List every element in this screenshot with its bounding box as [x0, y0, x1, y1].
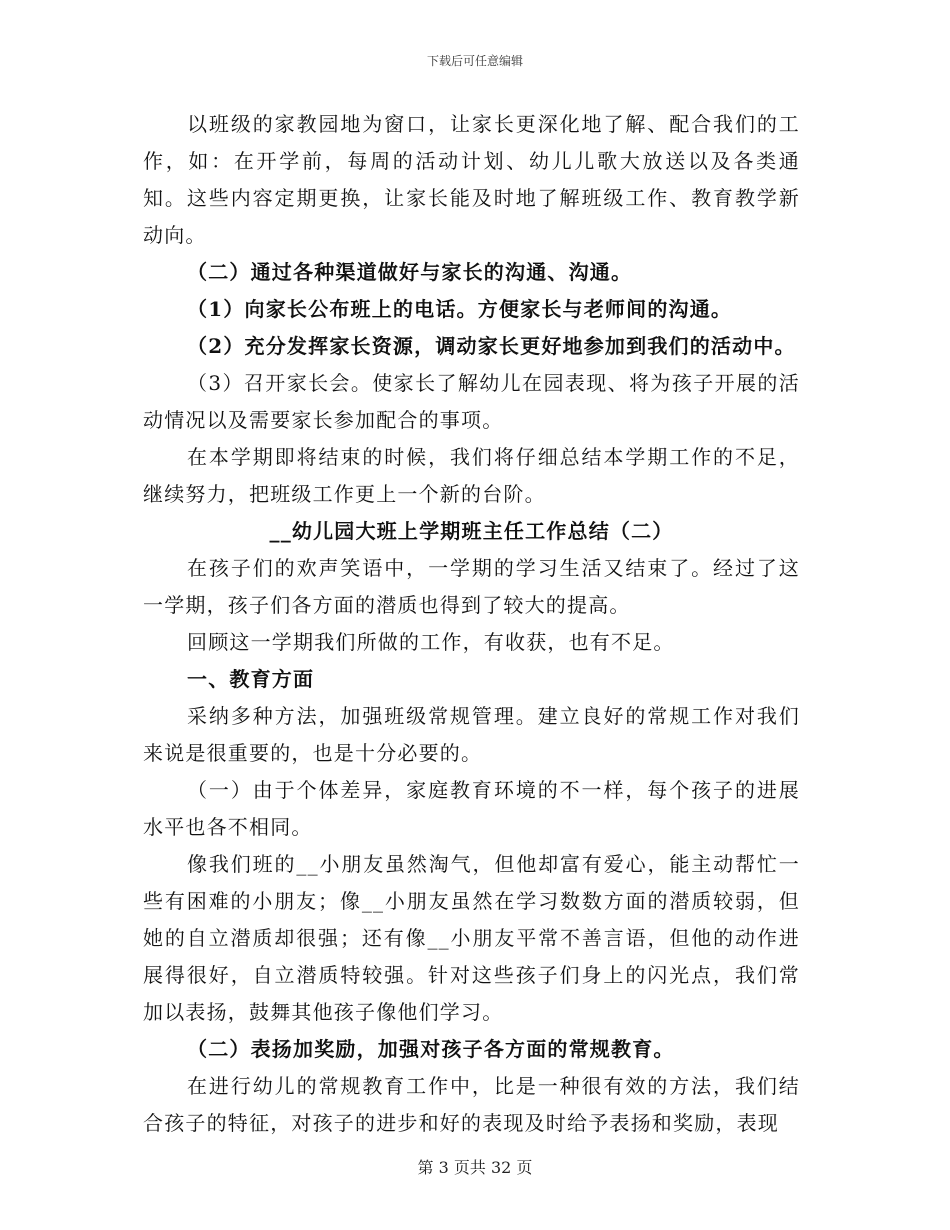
heading-education: 一、教育方面 — [187, 667, 315, 691]
paragraph-home-school-board: 以班级的家教园地为窗口，让家长更深化地了解、配合我们的工作，如：在开学前，每周的活动计划、幼儿儿歌大放送以及各类通知。这些内容定期更换，让家长能及时地了解班级工作、教育教学新动向。 — [143, 112, 800, 247]
heading-communication-channels: （二）通过各种渠道做好与家长的沟通、沟通。 — [187, 260, 633, 284]
paragraph-routine-education: 在进行幼儿的常规教育工作中，比是一种很有效的方法，我们结合孩子的特征，对孩子的进步和好的表现及时给予表扬和奖励，表现 — [143, 1074, 800, 1135]
paragraph-semester-intro: 在孩子们的欢声笑语中，一学期的学习生活又结束了。经过了这一学期，孩子们各方面的潜质也得到了较大的提高。 — [143, 556, 800, 617]
item-individual-differences: （一）由于个体差异，家庭教育环境的不一样，每个孩子的进展水平也各不相同。 — [143, 778, 800, 839]
paragraph-routine-management: 采纳多种方法，加强班级常规管理。建立良好的常规工作对我们来说是很重要的，也是十分必要的。 — [143, 704, 800, 765]
item-parent-meeting: （3）召开家长会。使家长了解幼儿在园表现、将为孩子开展的活动情况以及需要家长参加配合的事项。 — [143, 371, 800, 432]
page-header-note: 下载后可任意编辑 — [426, 54, 523, 68]
paragraph-review: 回顾这一学期我们所做的工作，有收获，也有不足。 — [187, 630, 675, 654]
section-title-summary-two: __幼儿园大班上学期班主任工作总结（二） — [269, 519, 674, 543]
item-parent-resources: （2）充分发挥家长资源，调动家长更好地参加到我们的活动中。 — [187, 334, 796, 358]
paragraph-child-examples: 像我们班的__小朋友虽然淘气，但他却富有爱心，能主动帮忙一些有困难的小朋友；像__小朋友虽然在学习数数方面的潜质较弱，但她的自立潜质却很强；还有像__小朋友平常不善言语，但他的动作进展得很好，自立潜质特较强。针对这些孩子们身上的闪光点，我们常加以表扬，鼓舞其他孩子像他们学习。 — [143, 852, 800, 1024]
heading-praise-rewards: （二）表扬加奖励，加强对孩子各方面的常规教育。 — [187, 1037, 675, 1061]
paragraph-semester-conclusion: 在本学期即将结束的时候，我们将仔细总结本学期工作的不足，继续努力，把班级工作更上一个新的台阶。 — [143, 445, 800, 506]
document-body — [143, 106, 800, 1142]
page-number-footer: 第 3 页共 32 页 — [417, 1158, 533, 1177]
item-phone-announcement: （1）向家长公布班上的电话。方便家长与老师间的沟通。 — [187, 297, 733, 321]
